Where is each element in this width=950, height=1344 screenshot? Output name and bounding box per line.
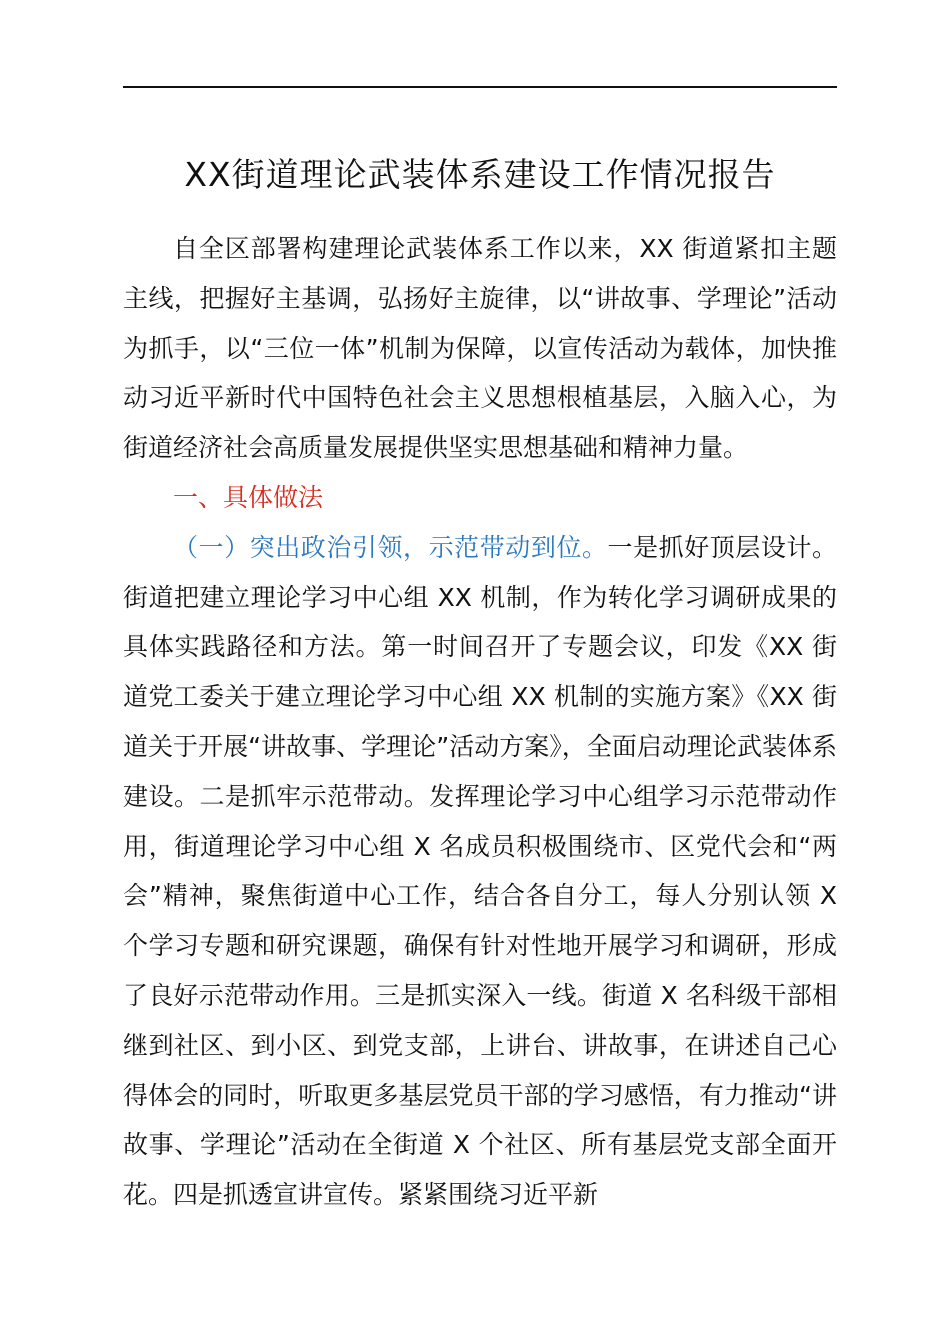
section-heading: 一、具体做法	[173, 482, 324, 512]
subsection-heading: （一）突出政治引领，示范带动到位。	[173, 532, 608, 562]
header-rule	[123, 86, 837, 88]
intro-paragraph: 自全区部署构建理论武装体系工作以来，XX 街道紧扣主题主线，把握好主基调，弘扬好主旋律，以“讲故事、学理论”活动为抓手，以“三位一体”机制为保障，以宣传活动为载体，加快推动习近平新时代中国特色社会主义思想根植基层，入脑入心，为街道经济社会高质量发展提供坚实思想基础和精神力量。	[123, 234, 837, 463]
document-title: XX街道理论武装体系建设工作情况报告	[184, 155, 776, 194]
subsection-paragraph	[123, 523, 837, 1220]
document-body	[123, 224, 837, 1220]
subsection-body: 一是抓好顶层设计。街道把建立理论学习中心组 XX 机制，作为转化学习调研成果的具体实践路径和方法。第一时间召开了专题会议，印发《XX 街道党工委关于建立理论学习中心组 XX 机制的实施方案》《XX 街道关于开展“讲故事、学理论”活动方案》，全面启动理论武装体系建设。二是抓牢示范带动。发挥理论学习中心组学习示范带动作用，街道理论学习中心组 X 名成员积极围绕市、区党代会和“两会”精神，聚焦街道中心工作，结合各自分工，每人分别认领 X 个学习专题和研究课题，确保有针对性地开展学习和调研，形成了良好示范带动作用。三是抓实深入一线。街道 X 名科级干部相继到社区、到小区、到党支部，上讲台、讲故事，在讲述自己心得体会的同时，听取更多基层党员干部的学习感悟，有力推动“讲故事、学理论”活动在全街道 X 个社区、所有基层党支部全面开花。四是抓透宣讲宣传。紧紧围绕习近平新	[123, 532, 837, 1210]
